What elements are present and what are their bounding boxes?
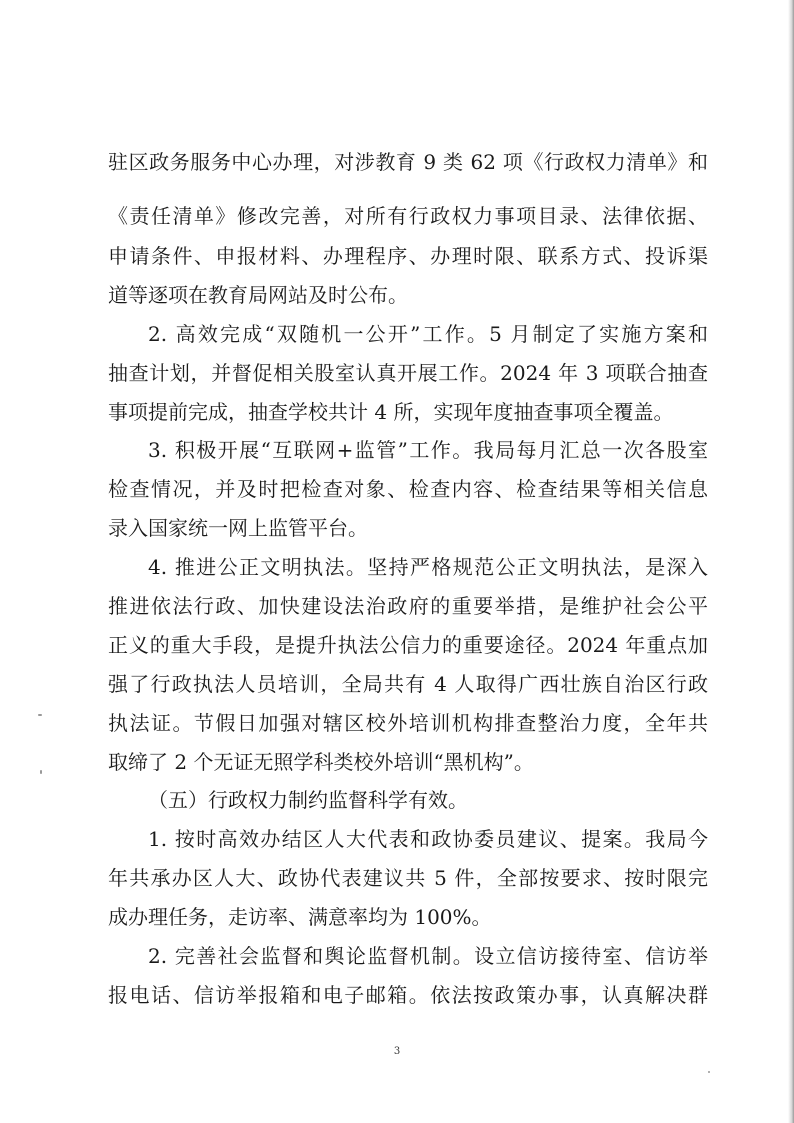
paragraph-line: 事项提前完成，抽查学校共计 4 所，实现年度抽查事项全覆盖。 bbox=[108, 400, 674, 424]
paragraph-line: 推进依法行政、加快建设法治政府的重要举措，是维护社会公平 bbox=[108, 594, 708, 618]
paragraph-line: 申请条件、申报材料、办理程序、办理时限、联系方式、投诉渠 bbox=[108, 244, 708, 268]
scan-speck bbox=[38, 714, 42, 716]
paragraph-line: 抽查计划，并督促相关股室认真开展工作。2024 年 3 项联合抽查 bbox=[108, 361, 708, 385]
paragraph-line: 道等逐项在教育局网站及时公布。 bbox=[108, 283, 408, 307]
paragraph-line: 《责任清单》修改完善，对所有行政权力事项目录、法律依据、 bbox=[108, 204, 708, 228]
paragraph-line: 年共承办区人大、政协代表建议共 5 件，全部按要求、按时限完 bbox=[108, 866, 708, 890]
paragraph-line: 成办理任务，走访率、满意率均为 100%。 bbox=[108, 905, 492, 929]
scan-speck bbox=[40, 770, 42, 774]
paragraph-line: 正义的重大手段，是提升执法公信力的重要途径。2024 年重点加 bbox=[108, 633, 708, 657]
paragraph-line: 检查情况，并及时把检查对象、检查内容、检查结果等相关信息 bbox=[108, 477, 708, 501]
paragraph-line: 强了行政执法人员培训，全局共有 4 人取得广西壮族自治区行政 bbox=[108, 672, 708, 696]
paragraph-line: 录入国家统一网上监管平台。 bbox=[108, 516, 368, 540]
paragraph-line: 1. 按时高效办结区人大代表和政协委员建议、提案。我局今 bbox=[148, 827, 708, 851]
section-heading: （五）行政权力制约监督科学有效。 bbox=[148, 788, 468, 812]
paragraph-line: 报电话、信访举报箱和电子邮箱。依法按政策办事，认真解决群 bbox=[108, 983, 708, 1007]
page-number: 3 bbox=[393, 1046, 401, 1057]
paragraph-line: 4. 推进公正文明执法。坚持严格规范公正文明执法，是深入 bbox=[148, 555, 708, 579]
scan-speck bbox=[708, 1071, 710, 1073]
paragraph-line: 驻区政务服务中心办理，对涉教育 9 类 62 项《行政权力清单》和 bbox=[108, 150, 708, 174]
paragraph-line: 3. 积极开展“互联网+监管”工作。我局每月汇总一次各股室 bbox=[148, 438, 708, 462]
paragraph-line: 取缔了 2 个无证无照学科类校外培训“黑机构”。 bbox=[108, 750, 534, 774]
scan-edge bbox=[788, 0, 794, 1123]
paragraph-line: 2. 高效完成“双随机一公开”工作。5 月制定了实施方案和 bbox=[148, 322, 708, 346]
paragraph-line: 执法证。节假日加强对辖区校外培训机构排查整治力度，全年共 bbox=[108, 711, 708, 735]
paragraph-line: 2. 完善社会监督和舆论监督机制。设立信访接待室、信访举 bbox=[148, 944, 708, 968]
